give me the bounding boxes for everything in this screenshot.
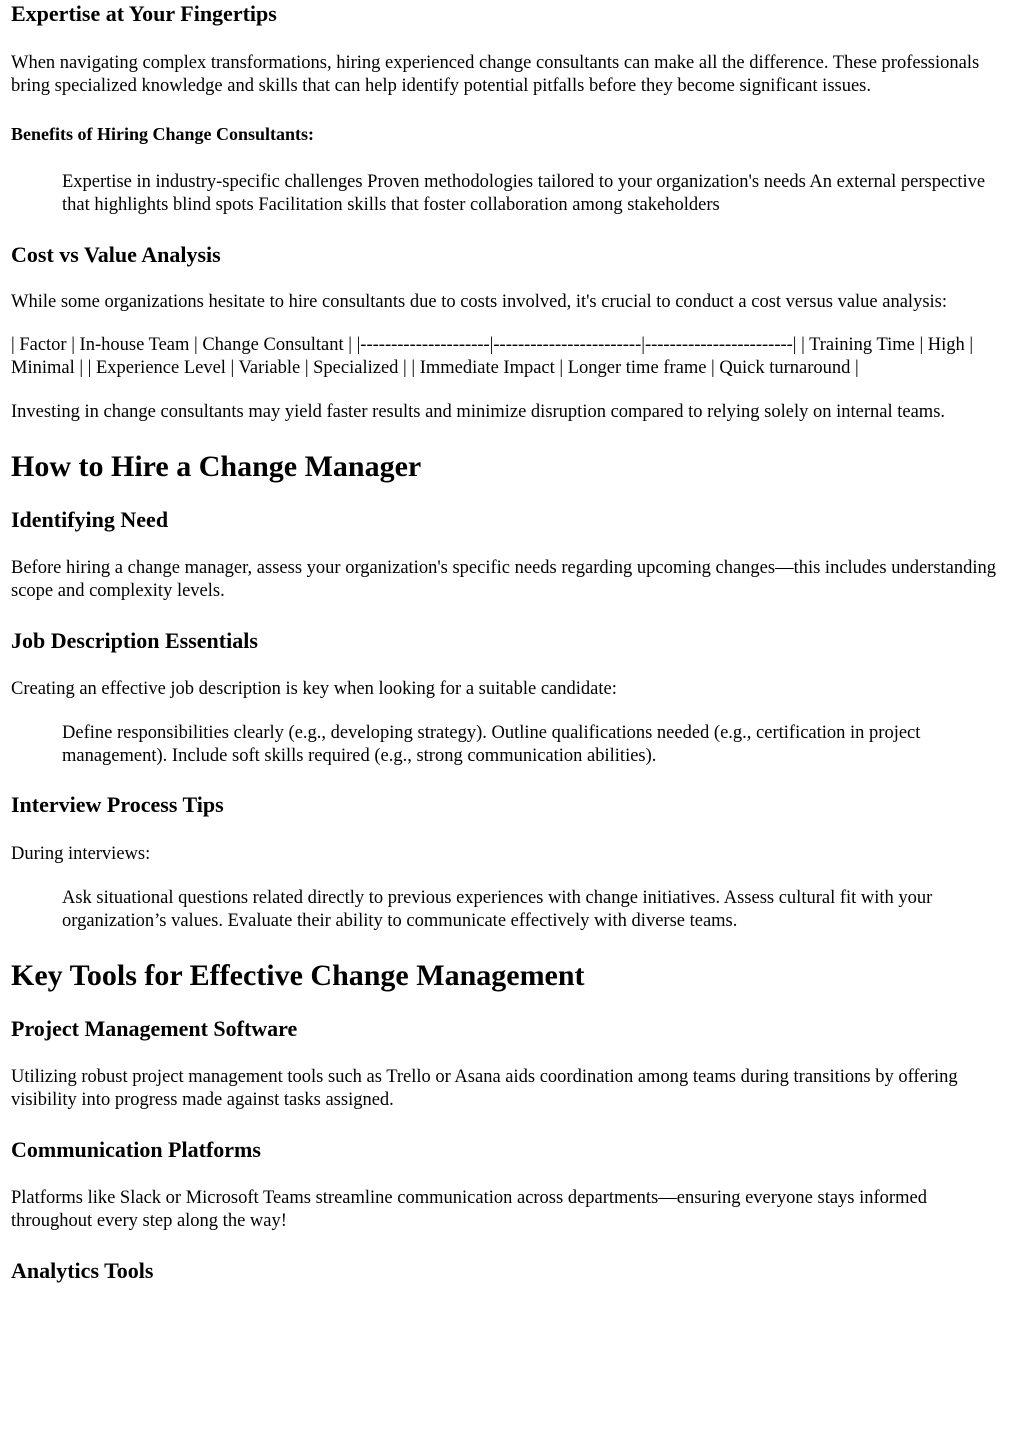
paragraph-job-intro: Creating an effective job description is key when looking for a suitable candidate: [11,679,617,699]
subheading-interview-tips: Interview Process Tips [11,792,224,817]
subheading-communication: Communication Platforms [11,1137,261,1162]
paragraph-expertise-intro: When navigating complex transformations, hiring experienced change consultants can make all the difference. These professionals bring specialized knowledge and skills that can help identify potential pitfalls before they become significant issues. [11,53,980,96]
section-heading-expertise: Expertise at Your Fingertips [11,1,277,26]
subheading-analytics: Analytics Tools [11,1258,154,1283]
benefits-list: Expertise in industry-specific challenges Proven methodologies tailored to your organization's needs An external perspective that highlights blind spots Facilitation skills that foster collaboration among stakeholders [62,172,986,215]
section-heading-tools: Key Tools for Effective Change Management [11,959,585,992]
job-description-list: Define responsibilities clearly (e.g., developing strategy). Outline qualifications needed (e.g., certification in project management). Include soft skills required (e.g., strong communication abilities). [62,723,921,766]
interview-tips-list: Ask situational questions related directly to previous experiences with change initiatives. Assess cultural fit with your organization’s values. Evaluate their ability to communicate effectively with diverse teams. [62,888,933,931]
cost-value-table-text: | Factor | In-house Team | Change Consultant | |---------------------|------------------------|------------------------| | Training Time | High | Minimal | | Experience Level | Variable | Specialized | | Immediate Impact | Longer time frame | Quick turnaround | [11,335,974,378]
paragraph-identifying-need: Before hiring a change manager, assess your organization's specific needs regarding upcoming changes—this includes understanding scope and complexity levels. [11,558,997,601]
subheading-job-description: Job Description Essentials [11,628,258,653]
subheading-benefits: Benefits of Hiring Change Consultants: [11,124,315,144]
paragraph-cost-conclusion: Investing in change consultants may yield faster results and minimize disruption compared to relying solely on internal teams. [11,402,946,422]
subheading-project-management: Project Management Software [11,1016,298,1041]
paragraph-interview-intro: During interviews: [11,844,151,864]
paragraph-communication: Platforms like Slack or Microsoft Teams streamline communication across departments—ensuring everyone stays informed throughout every step along the way! [11,1188,927,1231]
section-heading-hire: How to Hire a Change Manager [11,450,422,483]
section-heading-cost-value: Cost vs Value Analysis [11,242,221,267]
paragraph-project-management: Utilizing robust project management tools such as Trello or Asana aids coordination among teams during transitions by offering visibility into progress made against tasks assigned. [11,1067,958,1110]
paragraph-cost-intro: While some organizations hesitate to hire consultants due to costs involved, it's crucial to conduct a cost versus value analysis: [11,292,947,312]
subheading-identifying-need: Identifying Need [11,507,169,532]
